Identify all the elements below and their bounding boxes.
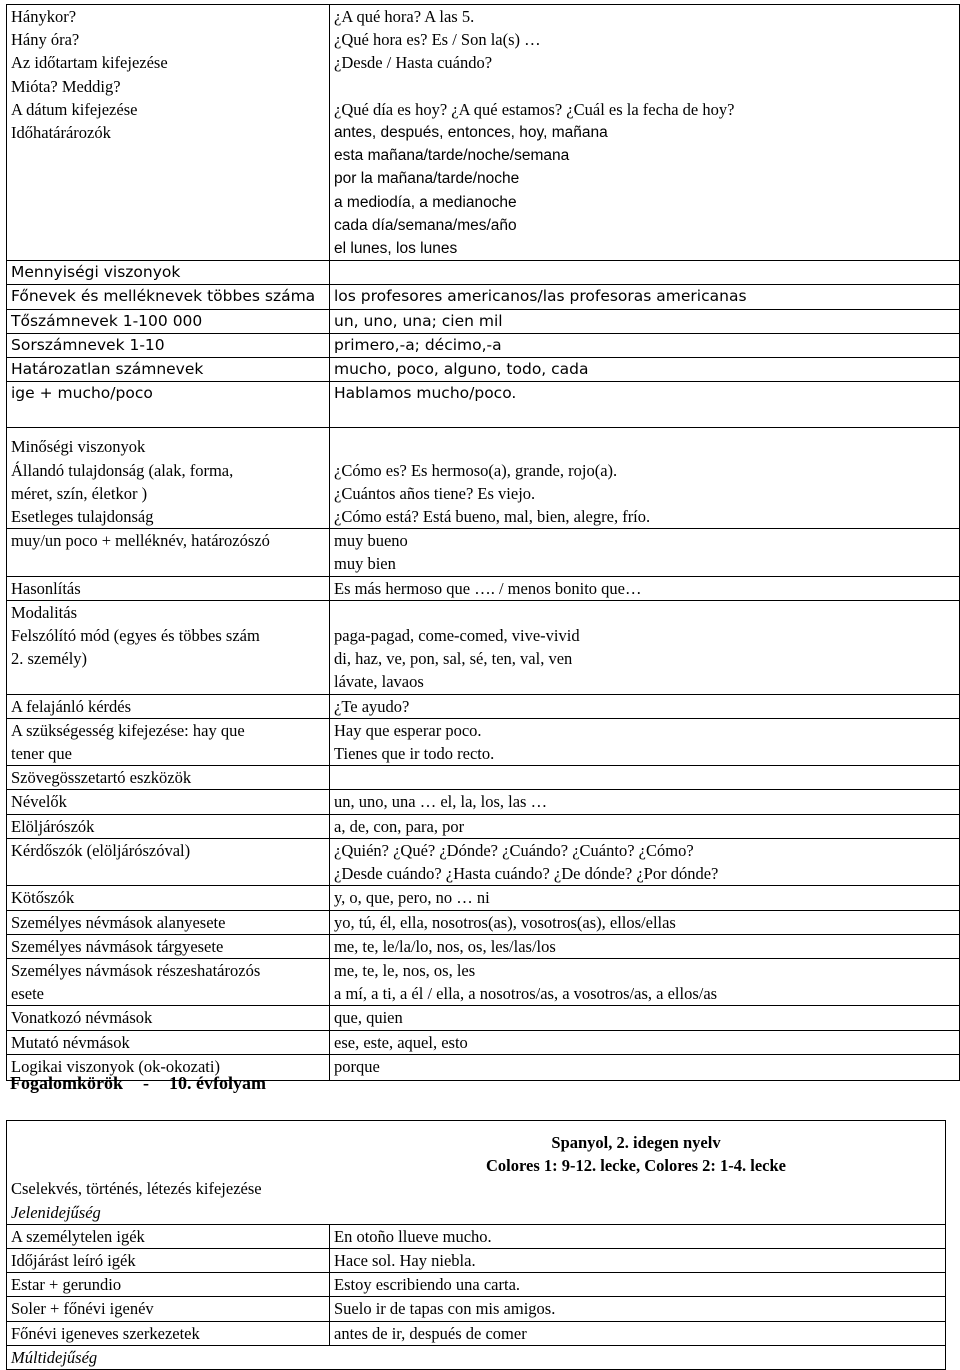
row-label: A dátum kifejezése <box>11 99 138 119</box>
row-label: 2. személy) <box>11 649 88 669</box>
table-row <box>7 382 960 428</box>
row-example: y, o, que, pero, no … ni <box>330 886 960 910</box>
row-label: Személyes návmások részeshatározós <box>11 960 261 980</box>
table-row <box>7 358 960 382</box>
section-row <box>7 766 960 790</box>
row-label: Kötőszók <box>7 886 330 910</box>
table-row <box>7 1249 946 1273</box>
row-label: muy/un poco + melléknév, határozószó <box>11 531 270 551</box>
row-example: Suelo ir de tapas con mis amigos. <box>330 1297 946 1321</box>
row-label: Mióta? Meddig? <box>11 76 121 96</box>
row-label: tener que <box>11 744 72 764</box>
row-example: un, uno, una … el, la, los, las … <box>330 790 960 814</box>
section-row <box>7 1345 946 1369</box>
page-heading <box>10 1073 266 1094</box>
row-example: ¿Te ayudo? <box>330 694 960 718</box>
row-label: Főnevek és melléknevek többes száma <box>7 285 330 309</box>
row-example: Hablamos mucho/poco. <box>330 382 960 428</box>
table-row <box>7 958 960 1005</box>
table-row <box>7 1030 960 1054</box>
row-example: antes de ir, después de comer <box>330 1321 946 1345</box>
heading-topic: Fogalomkörök <box>10 1073 124 1093</box>
table-row <box>7 51 960 97</box>
section-label: Múltidejűség <box>7 1345 946 1369</box>
row-example: porque <box>330 1054 960 1080</box>
section-row <box>7 1177 946 1200</box>
row-example: Es más hermoso que …. / menos bonito que… <box>330 576 960 600</box>
row-label: méret, szín, életkor ) <box>11 483 148 503</box>
row-example: ¿Desde cuándo? ¿Hasta cuándo? ¿De dónde? ¿Por dónde? <box>334 864 719 884</box>
row-example: un, uno, una; cien mil <box>330 309 960 333</box>
row-label: Névelők <box>7 790 330 814</box>
row-label: Mutató névmások <box>7 1030 330 1054</box>
row-label: Vonatkozó névmások <box>7 1006 330 1030</box>
grammar-table-9 <box>6 4 960 1081</box>
table-row <box>7 1006 960 1030</box>
table-row <box>7 600 960 694</box>
table-row <box>7 309 960 333</box>
row-example: ¿Quién? ¿Qué? ¿Dónde? ¿Cuándo? ¿Cuánto? ¿Cómo? <box>334 840 694 860</box>
table-row <box>7 428 960 529</box>
table-row <box>7 576 960 600</box>
row-label: A szükségesség kifejezése: hay que <box>11 720 245 740</box>
table-row <box>7 910 960 934</box>
row-example: ¿Cuántos años tiene? Es viejo. <box>334 483 536 503</box>
row-example: muy bueno <box>334 531 408 551</box>
section-label: Szövegösszetartó eszközök <box>7 766 330 790</box>
row-label: Az időtartam kifejezése <box>11 53 168 73</box>
table-row <box>7 5 960 52</box>
table-row <box>7 838 960 885</box>
row-example: ¿Cómo es? Es hermoso(a), grande, rojo(a). <box>334 460 618 480</box>
row-label: A személytelen igék <box>7 1224 330 1248</box>
row-example: primero,-a; décimo,-a <box>330 333 960 357</box>
row-label: Logikai viszonyok (ok-okozati) <box>7 1054 330 1080</box>
row-label: Főnévi igeneves szerkezetek <box>7 1321 330 1345</box>
section-row <box>7 261 960 285</box>
row-label: Hasonlítás <box>7 576 330 600</box>
row-label: Soler + főnévi igenév <box>7 1297 330 1321</box>
row-example: esta mañana/tarde/noche/semana <box>334 147 570 165</box>
row-label: Tőszámnevek 1-100 000 <box>7 309 330 333</box>
row-example: el lunes, los lunes <box>334 240 458 258</box>
row-example: En otoño llueve mucho. <box>330 1224 946 1248</box>
row-label: A felajánló kérdés <box>7 694 330 718</box>
row-example: muy bien <box>334 554 396 574</box>
row-example: que, quien <box>330 1006 960 1030</box>
row-example: ese, este, aquel, esto <box>330 1030 960 1054</box>
table-row <box>7 790 960 814</box>
row-label: Időjárást leíró igék <box>7 1249 330 1273</box>
table-row <box>7 718 960 765</box>
table-title: Spanyol, 2. idegen nyelv <box>551 1133 721 1152</box>
row-example: lávate, lavaos <box>334 672 424 692</box>
grammar-table-10 <box>6 1120 946 1370</box>
row-example: los profesores americanos/las profesoras americanas <box>330 285 960 309</box>
row-label: Estar + gerundio <box>7 1273 330 1297</box>
row-example: ¿A qué hora? A las 5. <box>334 7 475 26</box>
row-example: a mediodía, a medianoche <box>334 193 517 211</box>
section-label: Jelenidejűség <box>11 1202 101 1222</box>
row-example: yo, tú, él, ella, nosotros(as), vosotros(as), ellos/ellas <box>330 910 960 934</box>
row-example: ¿Desde / Hasta cuándo? <box>334 53 493 73</box>
table-row <box>7 333 960 357</box>
row-example: di, haz, ve, pon, sal, sé, ten, val, ven <box>334 649 573 669</box>
row-example: mucho, poco, alguno, todo, cada <box>330 358 960 382</box>
row-example: ¿Qué día es hoy? ¿A qué estamos? ¿Cuál es la fecha de hoy? <box>334 99 735 119</box>
row-label: Esetleges tulajdonság <box>11 507 154 527</box>
row-example: cada día/semana/mes/año <box>334 216 517 234</box>
table-row <box>7 886 960 910</box>
table-row <box>7 934 960 958</box>
row-example: Hace sol. Hay niebla. <box>330 1249 946 1273</box>
table-row <box>7 814 960 838</box>
section-label: Mennyiségi viszonyok <box>11 263 181 282</box>
table-row <box>7 1224 946 1248</box>
row-example: antes, después, entonces, hoy, mañana <box>334 124 608 142</box>
heading-dash: - <box>143 1073 150 1093</box>
table-row <box>7 1273 946 1297</box>
row-label: Határozatlan számnevek <box>7 358 330 382</box>
heading-grade: 10. évfolyam <box>169 1073 266 1093</box>
row-label: ige + mucho/poco <box>7 382 330 428</box>
row-label: Hánykor? <box>11 7 77 26</box>
row-label: Hány óra? <box>11 30 80 50</box>
row-example: me, te, le, nos, os, les <box>334 960 476 980</box>
row-label: Állandó tulajdonság (alak, forma, <box>11 460 234 480</box>
row-label: Felszólító mód (egyes és többes szám <box>11 626 260 646</box>
row-label: Elöljárószók <box>7 814 330 838</box>
row-label: Személyes návmások tárgyesete <box>7 934 330 958</box>
table-row <box>7 529 960 576</box>
section-label: Minőségi viszonyok <box>11 437 146 457</box>
row-label: esete <box>11 984 44 1004</box>
row-label: Időhatárározók <box>11 123 111 143</box>
section-label: Modalitás <box>11 602 77 622</box>
table-row <box>7 98 960 121</box>
table-row <box>7 121 960 261</box>
row-example: por la mañana/tarde/noche <box>334 170 520 188</box>
row-example: Estoy escribiendo una carta. <box>330 1273 946 1297</box>
section-row <box>7 1201 946 1225</box>
title-row <box>7 1121 946 1178</box>
table-row <box>7 1321 946 1345</box>
row-example: Hay que esperar poco. <box>334 720 482 740</box>
table-row <box>7 285 960 309</box>
row-label: Sorszámnevek 1-10 <box>7 333 330 357</box>
row-example: ¿Qué hora es? Es / Son la(s) … <box>334 30 541 50</box>
row-example: Tienes que ir todo recto. <box>334 744 495 764</box>
table-row <box>7 1297 946 1321</box>
row-example: me, te, le/la/lo, nos, os, les/las/los <box>330 934 960 958</box>
section-label: Cselekvés, történés, létezés kifejezése <box>11 1179 262 1199</box>
table-row <box>7 694 960 718</box>
row-label: Kérdőszók (elöljárószóval) <box>11 840 191 860</box>
row-label: Személyes névmások alanyesete <box>7 910 330 934</box>
table-subtitle: Colores 1: 9-12. lecke, Colores 2: 1-4. lecke <box>486 1156 786 1176</box>
row-example: ¿Cómo está? Está bueno, mal, bien, alegre, frío. <box>334 507 651 527</box>
row-example: a mí, a ti, a él / ella, a nosotros/as, a vosotros/as, a ellos/as <box>334 984 718 1004</box>
row-example: paga-pagad, come-comed, vive-vivid <box>334 626 580 646</box>
row-example: a, de, con, para, por <box>330 814 960 838</box>
